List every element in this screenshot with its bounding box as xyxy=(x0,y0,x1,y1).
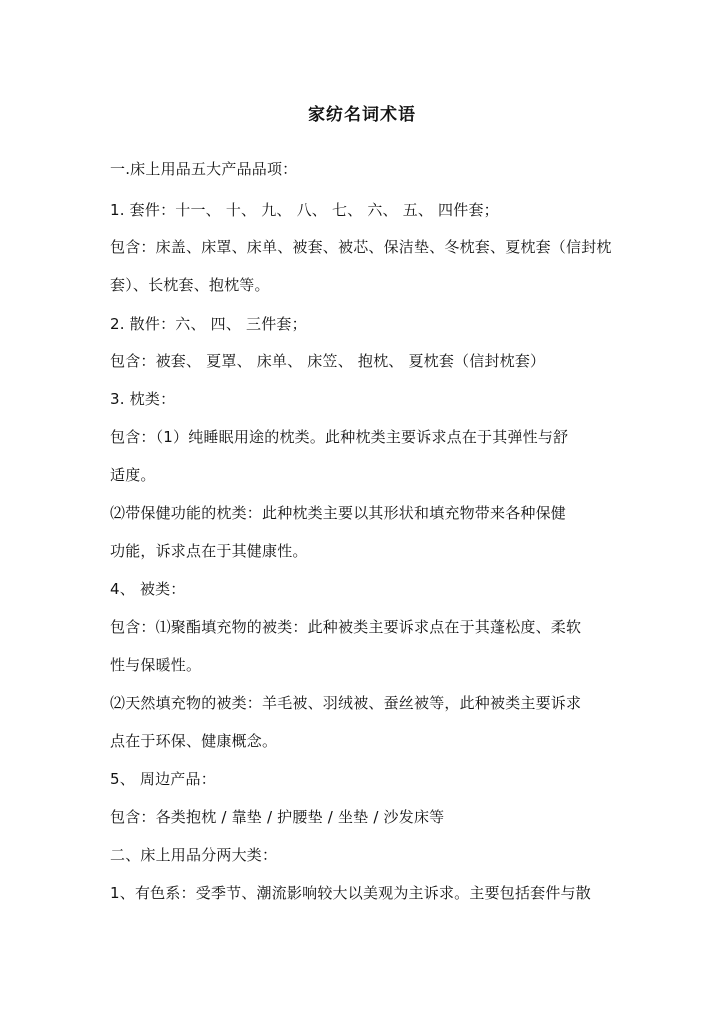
section-heading-2: 二、床上用品分两大类： xyxy=(110,846,278,864)
item-pillows: 3. 枕类： xyxy=(110,390,176,408)
item-quilts: 4、 被类： xyxy=(110,580,186,598)
paragraph-line: 性与保暖性。 xyxy=(110,656,202,674)
paragraph-line: 点在于环保、健康概念。 xyxy=(110,732,278,750)
paragraph-line: 包含：（1）纯睡眠用途的枕类。此种枕类主要诉求点在于其弹性与舒 xyxy=(110,428,569,446)
section-heading-1: 一.床上用品五大产品品项： xyxy=(110,160,298,178)
paragraph-line: 包含：⑴聚酯填充物的被类：此种被类主要诉求点在于其蓬松度、柔软 xyxy=(110,618,582,636)
paragraph-line: 包含：各类抱枕 / 靠垫 / 护腰垫 / 坐垫 / 沙发床等 xyxy=(110,808,445,826)
paragraph-line: 包含：被套、 夏罩、 床单、 床笠、 抱枕、 夏枕套（信封枕套） xyxy=(110,352,546,370)
paragraph-line: 1、有色系：受季节、潮流影响较大以美观为主诉求。主要包括套件与散 xyxy=(110,884,591,902)
item-suite: 1. 套件：十一、 十、 九、 八、 七、 六、 五、 四件套； xyxy=(110,201,499,219)
paragraph-line: ⑵带保健功能的枕类：此种枕类主要以其形状和填充物带来各种保健 xyxy=(110,504,567,522)
paragraph-line: 包含：床盖、床罩、床单、被套、被芯、保洁垫、冬枕套、夏枕套（信封枕 xyxy=(110,238,612,256)
item-loose-pieces: 2. 散件：六、 四、 三件套； xyxy=(110,315,307,333)
paragraph-line: 适度。 xyxy=(110,466,156,484)
paragraph-line: ⑵天然填充物的被类：羊毛被、羽绒被、蚕丝被等，此种被类主要诉求 xyxy=(110,694,582,712)
item-peripheral-products: 5、 周边产品： xyxy=(110,770,216,788)
paragraph-line: 功能，诉求点在于其健康性。 xyxy=(110,542,308,560)
paragraph-line: 套）、长枕套、抱枕等。 xyxy=(110,276,270,294)
document-title: 家纺名词术语 xyxy=(308,105,416,125)
